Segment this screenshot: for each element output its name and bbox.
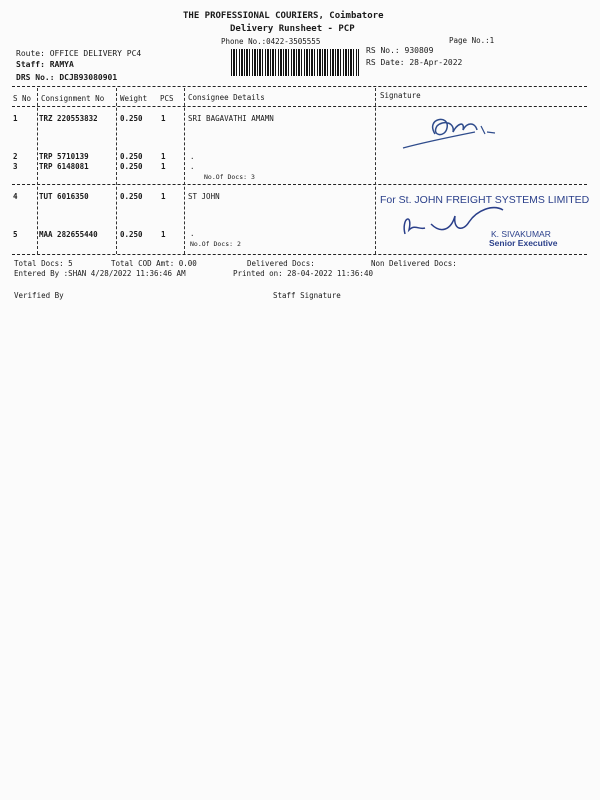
table-row-consignment: MAA 282655440: [39, 230, 98, 239]
col-divider: [37, 88, 38, 254]
table-row-consignment: TUT 6016350: [39, 192, 89, 201]
table-top-rule: [12, 86, 587, 87]
table-row-sno: 3: [13, 162, 18, 171]
group-doc-count: No.Of Docs: 3: [204, 173, 255, 181]
table-row-consignment: TRP 5710139: [39, 152, 89, 161]
table-row-weight: 0.250: [120, 192, 143, 201]
total-cod-amount: Total COD Amt: 0.00: [111, 259, 197, 268]
col-divider: [375, 88, 376, 254]
table-row-pcs: 1: [161, 152, 166, 161]
table-row-consignment: TRP 6148081: [39, 162, 89, 171]
runsheet-title: Delivery Runsheet - PCP: [230, 24, 355, 34]
total-docs: Total Docs: 5: [14, 259, 73, 268]
group-divider-rule: [12, 184, 587, 185]
column-header: S No: [13, 94, 32, 103]
printed-on: Printed on: 28-04-2022 11:36:40: [233, 269, 373, 278]
table-row-weight: 0.250: [120, 152, 143, 161]
table-row-weight: 0.250: [120, 162, 143, 171]
verified-by: Verified By: [14, 291, 64, 300]
page-number: Page No.:1: [449, 36, 495, 45]
delivered-docs: Delivered Docs:: [247, 259, 315, 268]
company-name: THE PROFESSIONAL COURIERS, Coimbatore: [183, 11, 384, 21]
table-row-consignee: .: [190, 162, 195, 171]
handwritten-signature: [395, 112, 510, 157]
column-header: Weight: [120, 94, 148, 103]
rs-number: RS No.: 930809: [366, 46, 434, 55]
table-row-pcs: 1: [161, 162, 166, 171]
stamp-person-name: K. SIVAKUMAR: [491, 229, 551, 239]
rs-date: RS Date: 28-Apr-2022: [366, 58, 463, 67]
table-header-rule: [12, 106, 587, 107]
table-row-pcs: 1: [161, 114, 166, 123]
table-row-consignee: .: [190, 152, 195, 161]
staff-signature: Staff Signature: [273, 291, 341, 300]
route-label: Route: OFFICE DELIVERY PC4: [16, 49, 142, 58]
company-stamp-name: For St. JOHN FREIGHT SYSTEMS LIMITED: [380, 194, 590, 206]
column-header: Consignee Details: [188, 93, 265, 102]
table-bottom-rule: [12, 254, 587, 255]
table-row-sno: 1: [13, 114, 18, 123]
table-row-sno: 5: [13, 230, 18, 239]
col-divider: [116, 88, 117, 254]
col-divider: [184, 88, 185, 254]
table-row-sno: 2: [13, 152, 18, 161]
table-row-consignee: SRI BAGAVATHI AMAMN: [188, 114, 274, 123]
staff-label: Staff: RAMYA: [16, 60, 74, 69]
non-delivered-docs: Non Delivered Docs:: [371, 259, 457, 268]
table-row-weight: 0.250: [120, 114, 143, 123]
table-row-pcs: 1: [161, 230, 166, 239]
stamp-person-title: Senior Executive: [489, 238, 558, 248]
table-row-sno: 4: [13, 192, 18, 201]
column-header: Signature: [380, 91, 421, 100]
column-header: PCS: [160, 94, 174, 103]
table-row-consignment: TRZ 220553832: [39, 114, 98, 123]
table-row-consignee: ST JOHN: [188, 192, 220, 201]
barcode-image: [231, 49, 359, 76]
drs-number: DRS No.: DCJB93080901: [16, 73, 118, 82]
phone-number: Phone No.:0422-3505555: [221, 37, 321, 46]
entered-by: Entered By :SHAN 4/28/2022 11:36:46 AM: [14, 269, 186, 278]
table-row-consignee: .: [190, 229, 195, 238]
group-doc-count: No.Of Docs: 2: [190, 240, 241, 248]
table-row-weight: 0.250: [120, 230, 143, 239]
column-header: Consignment No: [41, 94, 105, 103]
table-row-pcs: 1: [161, 192, 166, 201]
